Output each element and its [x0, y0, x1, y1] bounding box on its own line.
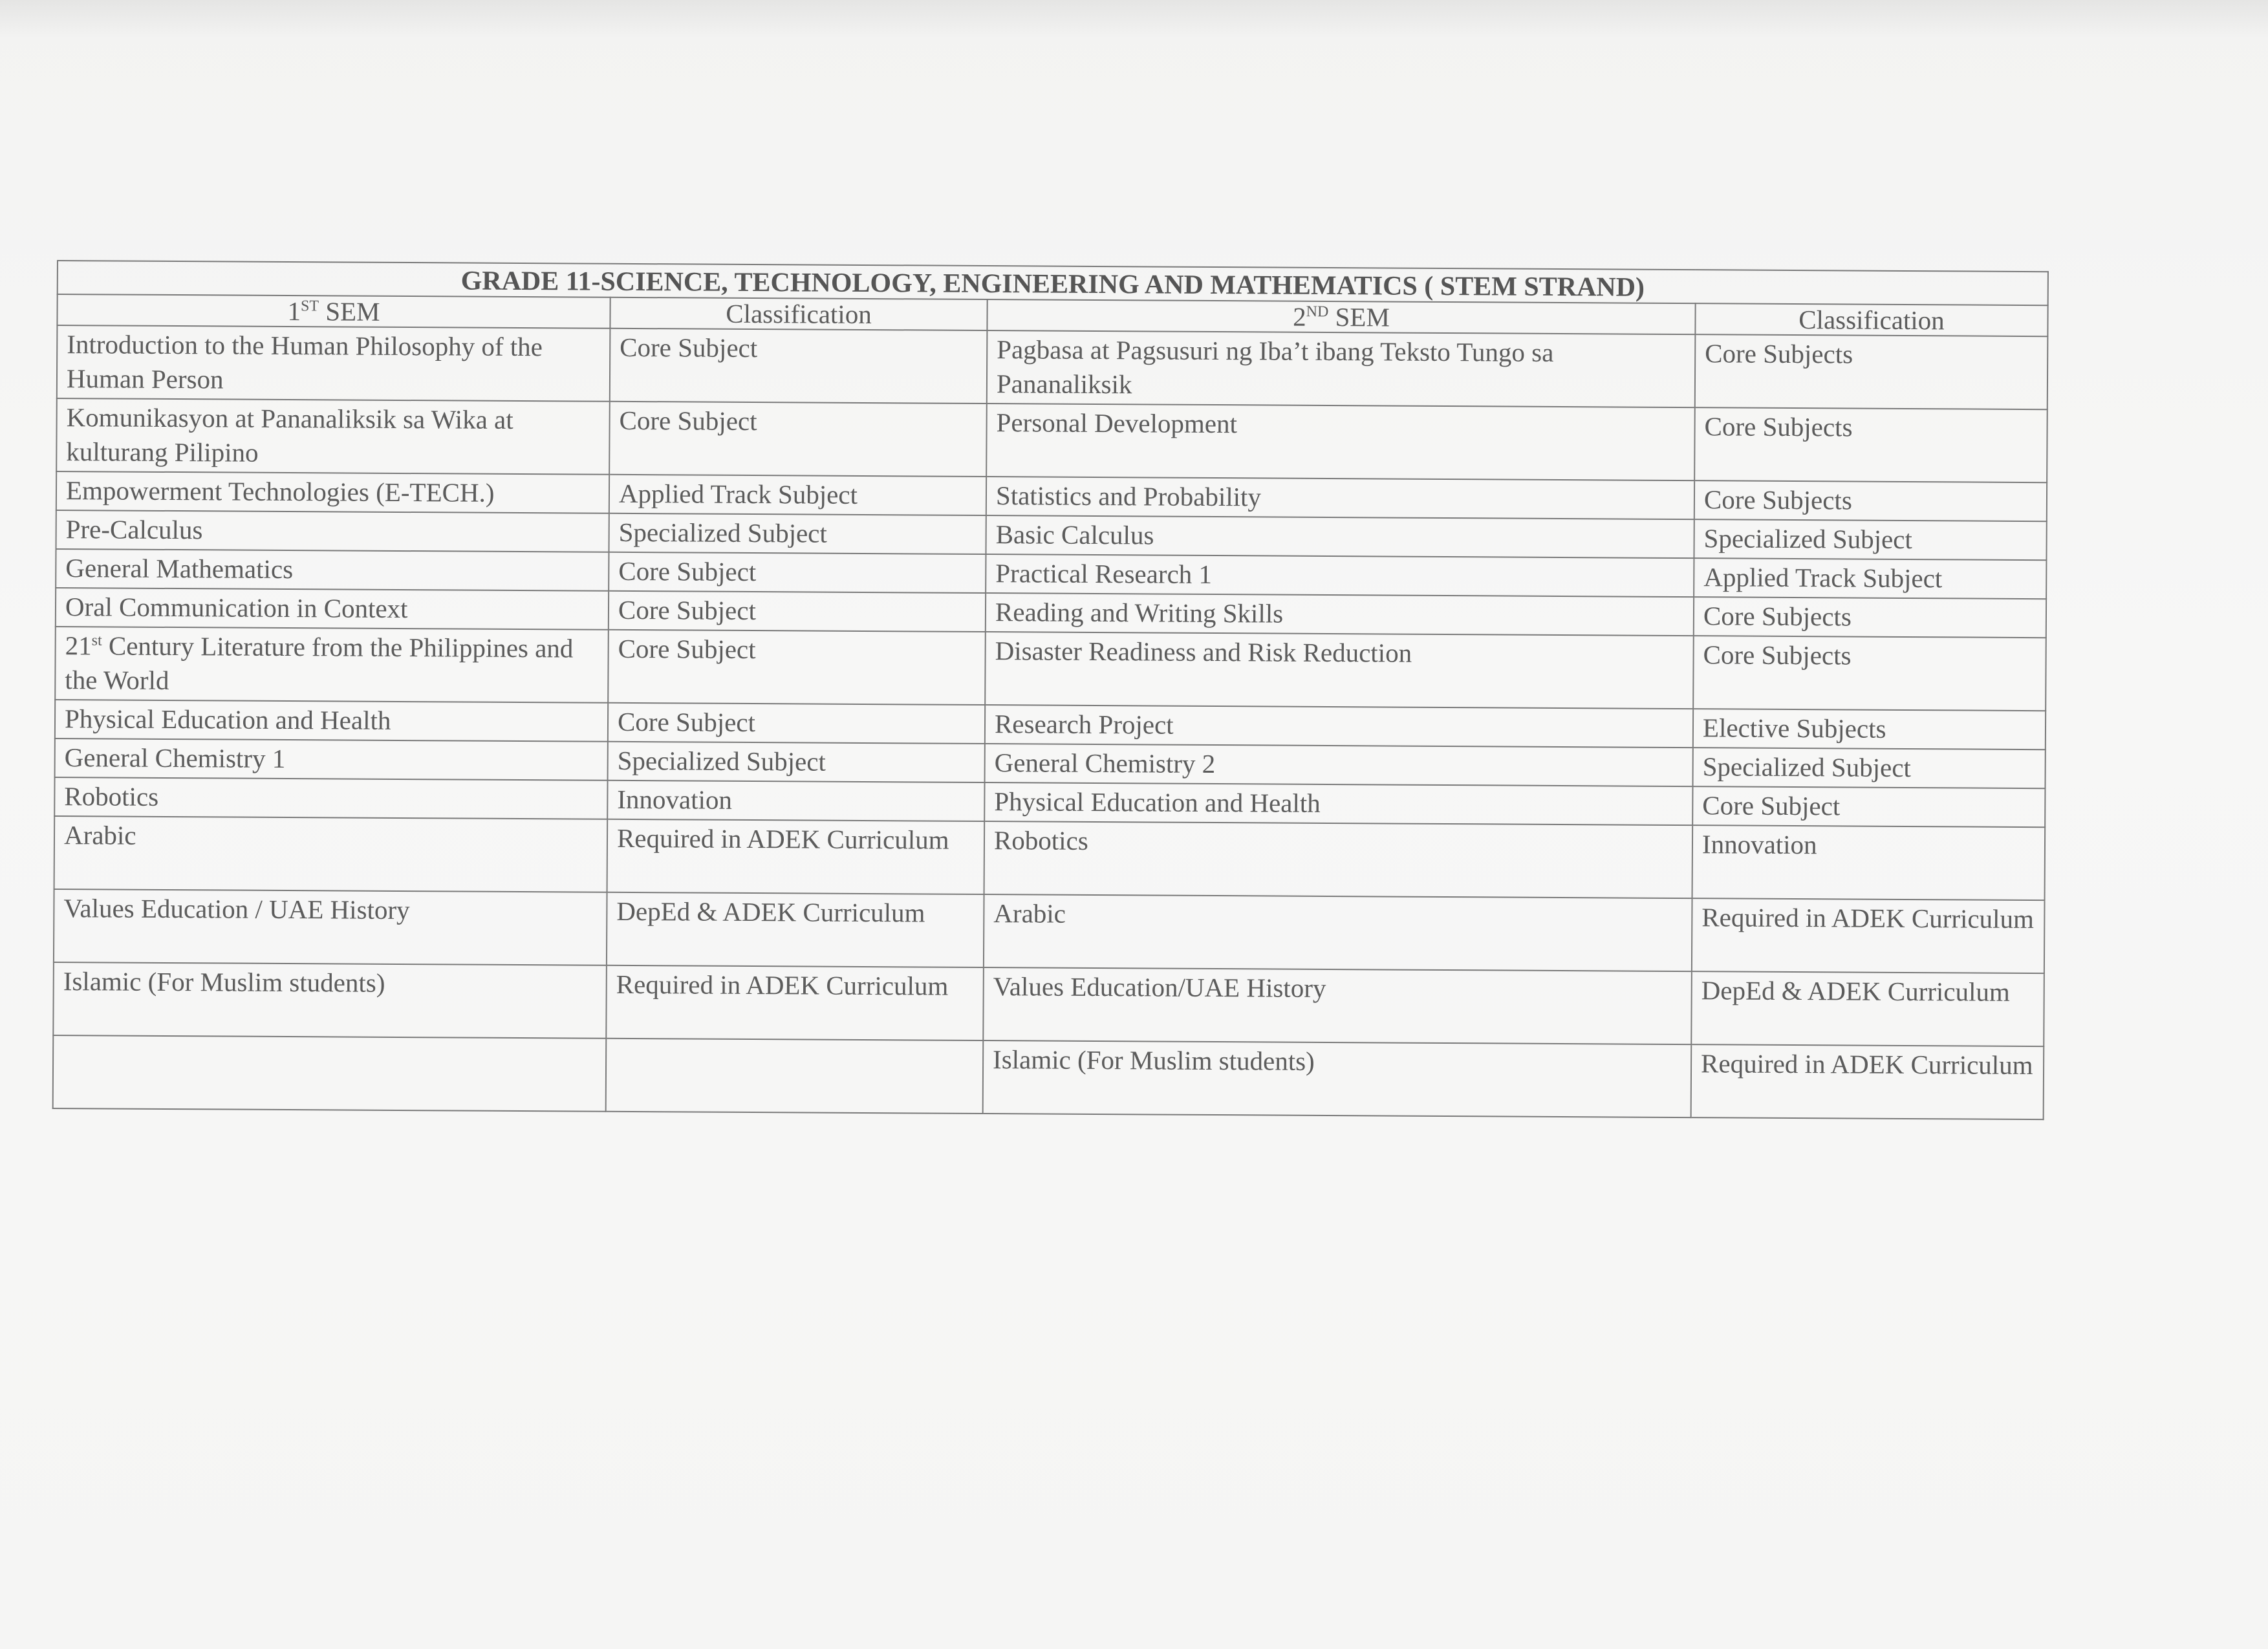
table-row: [56, 398, 2047, 482]
sem2-classification: Core Subjects: [1693, 636, 2046, 711]
table-row: [55, 627, 2046, 711]
sem1-classification: Specialized Subject: [608, 742, 985, 782]
sem1-classification: Core Subject: [610, 329, 988, 404]
sem1-classification: Required in ADEK Curriculum: [607, 819, 985, 894]
sem2-subject: Values Education/UAE History: [983, 967, 1692, 1044]
sem2-classification: Core Subjects: [1694, 407, 2047, 482]
sem1-classification: Core Subject: [608, 703, 985, 744]
table-row: [57, 325, 2048, 409]
sem2-subject: Basic Calculus: [986, 515, 1694, 558]
sem2-classification: Core Subjects: [1695, 334, 2048, 409]
header-1st-sem: 1ST SEM: [57, 294, 610, 329]
sem1-subject: [53, 1035, 607, 1112]
sem1-classification: Core Subject: [609, 402, 987, 477]
header-classification-2: Classification: [1695, 303, 2047, 336]
sem1-subject: Pre-Calculus: [56, 510, 609, 552]
sem2-classification: Required in ADEK Curriculum: [1691, 1044, 2044, 1119]
table-row: [53, 1035, 2044, 1119]
sem2-subject: Practical Research 1: [986, 554, 1694, 597]
sem2-subject: Pagbasa at Pagsusuri ng Iba’t ibang Teksto Tungo sa Pananaliksik: [987, 330, 1696, 407]
sem2-subject: Statistics and Probability: [986, 477, 1694, 519]
sem2-subject: Research Project: [985, 705, 1693, 748]
table-title: GRADE 11-SCIENCE, TECHNOLOGY, ENGINEERING AND MATHEMATICS ( STEM STRAND): [58, 261, 2048, 305]
sem2-classification: Specialized Subject: [1694, 519, 2046, 560]
scan-edge-shadow: [0, 0, 2268, 39]
sem1-subject: General Mathematics: [56, 549, 609, 591]
sem2-classification: Specialized Subject: [1692, 748, 2045, 788]
sem1-classification: Required in ADEK Curriculum: [606, 965, 984, 1040]
sem1-classification: Specialized Subject: [609, 513, 986, 554]
header-classification-1: Classification: [610, 297, 987, 330]
sem1-subject: Physical Education and Health: [55, 700, 608, 742]
sem1-classification: DepEd & ADEK Curriculum: [607, 892, 984, 967]
sem2-subject: Reading and Writing Skills: [986, 593, 1694, 636]
sem1-subject: Arabic: [54, 816, 608, 892]
sem2-subject: Islamic (For Muslim students): [983, 1040, 1692, 1117]
sem1-subject: Komunikasyon at Pananaliksik sa Wika at kulturang Pilipino: [56, 398, 610, 475]
sem1-subject: Values Education / UAE History: [54, 889, 607, 965]
sem1-classification: Innovation: [607, 781, 984, 821]
sem1-classification: Core Subject: [609, 591, 986, 632]
sem2-classification: Core Subject: [1692, 786, 2045, 827]
table-row: [54, 889, 2045, 973]
sem1-subject: Empowerment Technologies (E-TECH.): [56, 471, 609, 513]
sem2-subject: Physical Education and Health: [984, 782, 1692, 825]
sem2-classification: Innovation: [1692, 825, 2046, 900]
curriculum-table-wrapper: [52, 260, 2047, 1120]
table-row: [53, 962, 2044, 1046]
sem2-subject: Personal Development: [986, 404, 1695, 480]
sem2-classification: Core Subjects: [1694, 597, 2046, 638]
sem1-subject: Islamic (For Muslim students): [53, 962, 607, 1039]
sem1-subject: 21st Century Literature from the Philippines and the World: [55, 627, 609, 703]
sem2-subject: Robotics: [984, 821, 1693, 898]
sem2-subject: Arabic: [984, 894, 1692, 971]
sem1-subject: Oral Communication in Context: [56, 588, 609, 630]
sem2-classification: Elective Subjects: [1693, 709, 2046, 749]
sem1-classification: Core Subject: [609, 552, 986, 593]
sem2-subject: General Chemistry 2: [985, 744, 1693, 786]
curriculum-table: [52, 260, 2049, 1120]
sem2-classification: DepEd & ADEK Curriculum: [1691, 971, 2044, 1046]
sem1-subject: General Chemistry 1: [55, 738, 608, 781]
sem2-classification: Core Subjects: [1694, 480, 2047, 521]
header-2nd-sem: 2ND SEM: [987, 299, 1695, 334]
sem1-subject: Introduction to the Human Philosophy of the Human Person: [57, 325, 610, 402]
sem2-classification: Required in ADEK Curriculum: [1692, 898, 2045, 973]
table-row: [54, 816, 2046, 900]
sem1-subject: Robotics: [54, 777, 607, 819]
sem1-classification: Core Subject: [608, 630, 986, 705]
sem1-classification: [606, 1039, 984, 1114]
sem2-classification: Applied Track Subject: [1694, 558, 2046, 599]
sem1-classification: Applied Track Subject: [609, 475, 986, 515]
sem2-subject: Disaster Readiness and Risk Reduction: [985, 632, 1694, 709]
